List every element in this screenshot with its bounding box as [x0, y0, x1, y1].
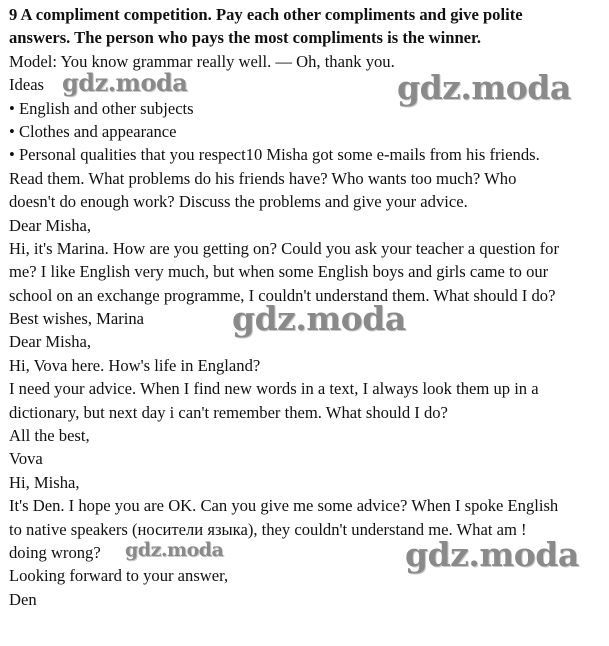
email-den-body-2: to native speakers (носители языка), they couldn't understand me. What am !: [9, 519, 527, 539]
email-marina-body-2: me? I like English very much, but when some English boys and girls came to our: [9, 262, 549, 282]
watermark-logo: gdz.moda: [397, 68, 571, 107]
watermark-logo: gdz.moda: [232, 299, 406, 338]
email-vova-body-3: dictionary, but next day i can't remember them. What should I do?: [9, 402, 448, 422]
idea-item-qualities: • Personal qualities that you respect10 Misha got some e-mails from his friends.: [9, 145, 540, 165]
email-vova-greeting: Dear Misha,: [9, 332, 92, 352]
instructions-line-2: doesn't do enough work? Discuss the problems and give your advice.: [9, 192, 468, 212]
idea-item-subjects: • English and other subjects: [9, 98, 194, 118]
email-marina-signoff: Best wishes, Marina: [9, 309, 145, 329]
email-marina-body-3: school on an exchange programme, I couldn't understand them. What should I do?: [9, 285, 556, 305]
model-line: Model: You know grammar really well. — Oh, thank you.: [9, 51, 395, 71]
email-marina-greeting: Dear Misha,: [9, 215, 92, 235]
email-marina-body-1: Hi, it's Marina. How are you getting on? Could you ask your teacher a question for: [9, 238, 559, 258]
idea-item-clothes: • Clothes and appearance: [9, 121, 177, 141]
email-vova-body-2: I need your advice. When I find new words in a text, I always look them up in a: [9, 379, 539, 399]
email-den-signature: Den: [9, 589, 37, 609]
email-vova-body-1: Hi, Vova here. How's life in England?: [9, 355, 261, 375]
email-den-body-3: doing wrong?: [9, 542, 101, 562]
watermark-logo: gdz.moda: [62, 68, 188, 97]
exercise-heading-line-1: 9 A compliment competition. Pay each other compliments and give polite: [9, 5, 523, 24]
watermark-logo: gdz.moda: [125, 539, 224, 561]
instructions-line-1: Read them. What problems do his friends have? Who wants too much? Who: [9, 168, 517, 188]
ideas-label: Ideas: [9, 75, 45, 95]
email-den-greeting: Hi, Misha,: [9, 472, 80, 492]
email-vova-signoff: All the best,: [9, 426, 90, 446]
watermark-logo: gdz.moda: [405, 535, 579, 574]
email-den-body-1: It's Den. I hope you are OK. Can you give me some advice? When I spoke English: [9, 496, 559, 516]
email-den-signoff: Looking forward to your answer,: [9, 566, 229, 586]
email-vova-signature: Vova: [9, 449, 43, 469]
exercise-heading-line-2: answers. The person who pays the most compliments is the winner.: [9, 28, 482, 48]
